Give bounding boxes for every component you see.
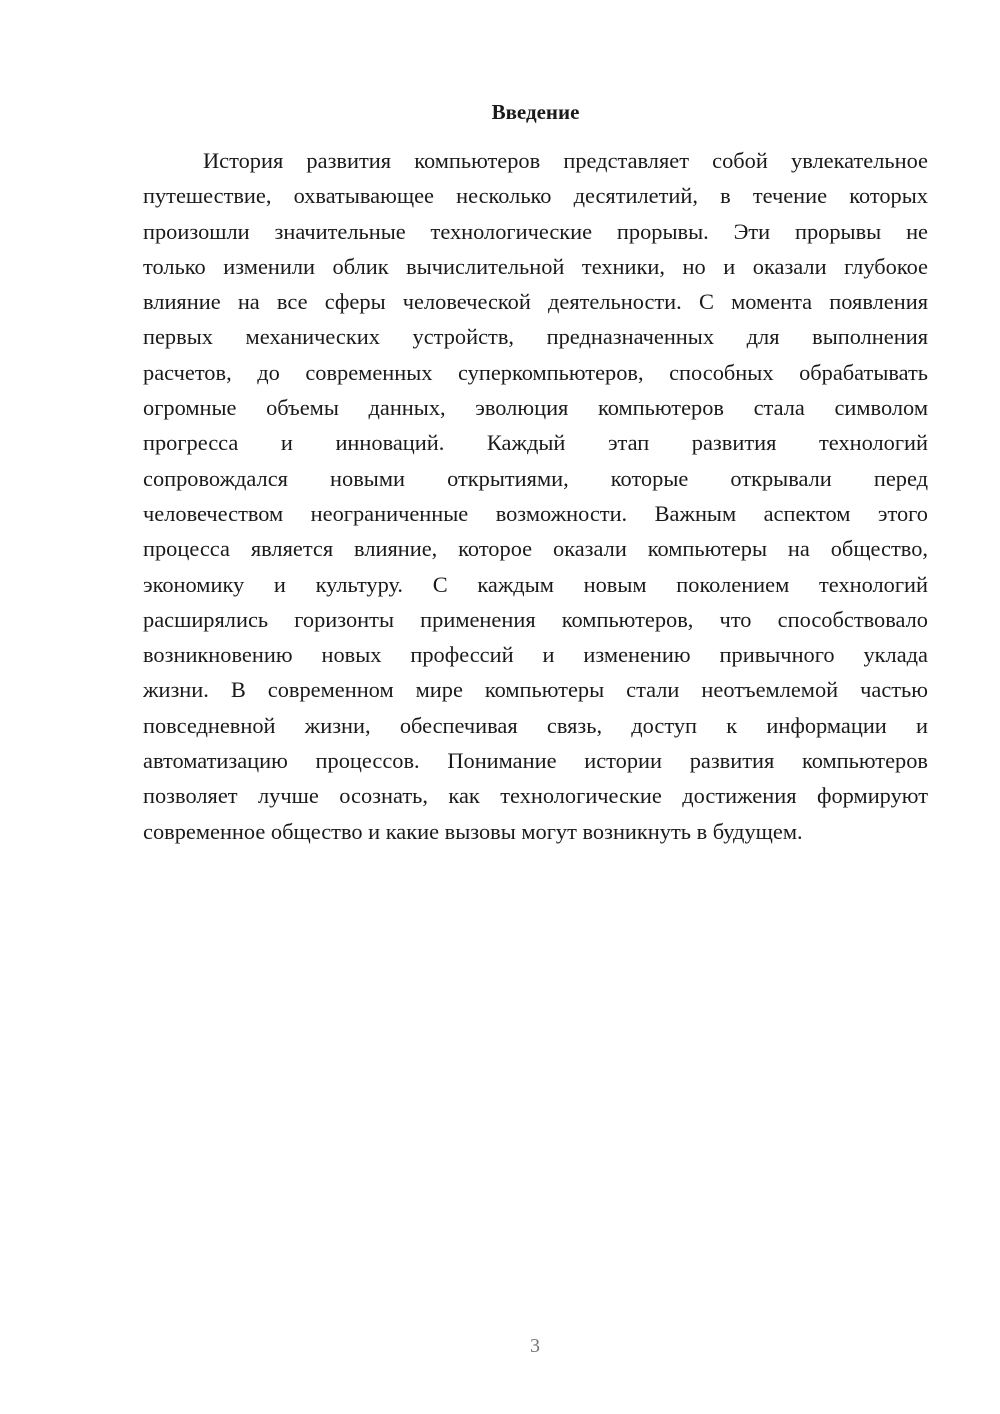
paragraph-line: произошли значительные технологические прорывы. Эти прорывы не [143, 218, 928, 244]
paragraph-line: путешествие, охватывающее несколько десятилетий, в течение которых [143, 183, 928, 209]
introduction-paragraph [143, 143, 928, 849]
page-number: 3 [530, 1335, 540, 1357]
paragraph-line: огромные объемы данных, эволюция компьютеров стала символом [143, 395, 928, 421]
paragraph-line: человечеством неограниченные возможности. Важным аспектом этого [143, 500, 928, 526]
paragraph-line: жизни. В современном мире компьютеры стали неотъемлемой частью [143, 677, 928, 703]
paragraph-line: расширялись горизонты применения компьютеров, что способствовало [143, 606, 928, 632]
paragraph-line: возникновению новых профессий и изменению привычного уклада [143, 642, 928, 668]
paragraph-line: прогресса и инноваций. Каждый этап развития технологий [143, 430, 928, 456]
paragraph-line: расчетов, до современных суперкомпьютеров, способных обрабатывать [143, 359, 928, 385]
paragraph-line: позволяет лучше осознать, как технологические достижения формируют [143, 783, 928, 809]
paragraph-line: экономику и культуру. С каждым новым поколением технологий [143, 571, 928, 597]
paragraph-line: только изменили облик вычислительной техники, но и оказали глубокое [143, 253, 928, 279]
paragraph-line: История развития компьютеров представляет собой увлекательное [203, 148, 928, 173]
paragraph-line: первых механических устройств, предназначенных для выполнения [143, 324, 928, 350]
paragraph-line: современное общество и какие вызовы могут возникнуть в будущем. [143, 818, 803, 844]
paragraph-line: влияние на все сферы человеческой деятельности. С момента появления [143, 289, 928, 315]
paragraph-line: процесса является влияние, которое оказали компьютеры на общество, [143, 536, 928, 562]
section-heading: Введение [491, 100, 580, 124]
paragraph-line: автоматизацию процессов. Понимание истории развития компьютеров [143, 748, 928, 774]
paragraph-line: повседневной жизни, обеспечивая связь, доступ к информации и [143, 712, 928, 738]
paragraph-line: сопровождался новыми открытиями, которые открывали перед [143, 465, 928, 491]
